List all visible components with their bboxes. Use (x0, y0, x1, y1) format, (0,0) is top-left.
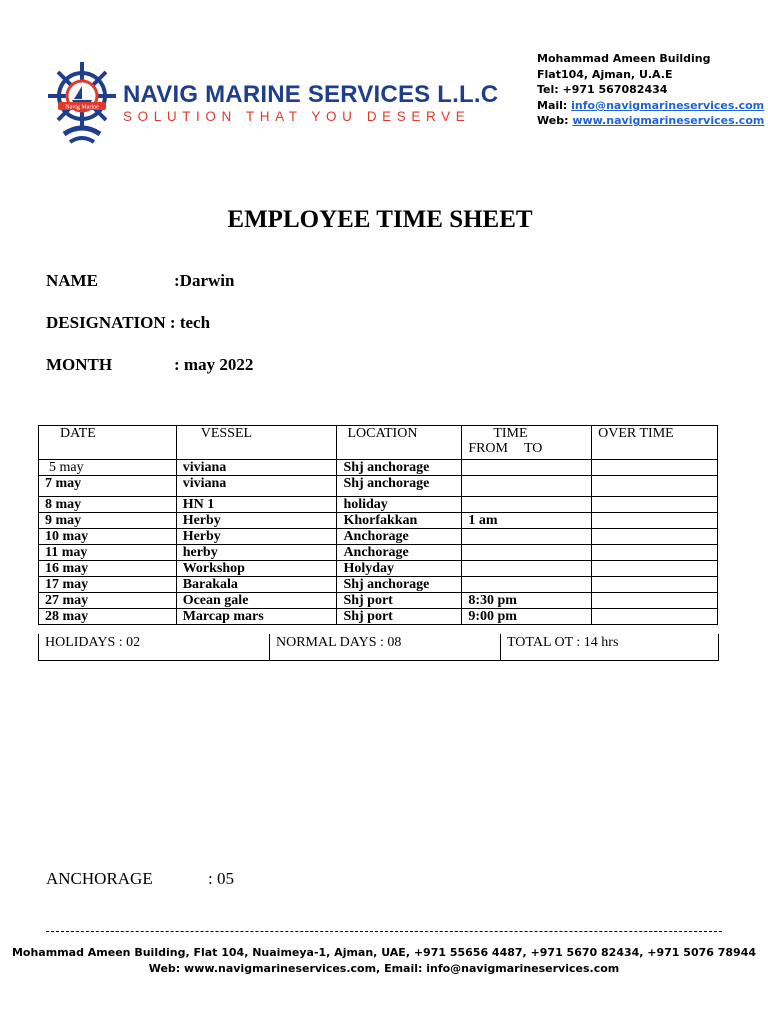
cell-overtime (592, 497, 718, 513)
header-date: DATE (39, 426, 177, 460)
cell-overtime (592, 593, 718, 609)
cell-location: Shj anchorage (337, 577, 462, 593)
footer-address: Mohammad Ameen Building, Flat 104, Nuaimeya-1, Ajman, UAE, +971 55656 4487, +971 5670 82434, +971 5076 78944 (11, 946, 757, 959)
anchorage-field (46, 869, 234, 889)
cell-vessel: Marcap mars (176, 609, 337, 625)
cell-time: 9:00 pm (462, 609, 592, 625)
header-vessel: VESSEL (176, 426, 337, 460)
table-row (39, 497, 718, 513)
table-row (39, 561, 718, 577)
cell-date: 27 may (39, 593, 177, 609)
timesheet-body (39, 460, 718, 625)
mail-label: Mail: (537, 98, 572, 112)
cell-location: Anchorage (337, 529, 462, 545)
cell-location: Shj anchorage (337, 476, 462, 497)
month-label: MONTH (46, 355, 113, 374)
mail-link[interactable]: info@navigmarineservices.com (571, 98, 765, 112)
cell-location: Holyday (337, 561, 462, 577)
cell-time (462, 460, 592, 476)
table-row (39, 476, 718, 497)
tel-label: Tel: (537, 83, 563, 97)
cell-vessel: Ocean gale (176, 593, 337, 609)
designation-label: DESIGNATION : (46, 313, 180, 332)
cell-time (462, 529, 592, 545)
cell-date: 16 may (39, 561, 177, 577)
cell-location: holiday (337, 497, 462, 513)
cell-vessel: viviana (176, 476, 337, 497)
header-to: TO (524, 441, 543, 456)
cell-overtime (592, 529, 718, 545)
company-name: NAVIG MARINE SERVICES L.L.C (123, 81, 499, 108)
page-footer (0, 945, 768, 977)
name-value: :Darwin (174, 271, 235, 290)
logo-banner-text: Navig Marine (65, 104, 99, 111)
table-row (39, 609, 718, 625)
designation-value: tech (179, 313, 211, 332)
cell-date: 5 may (39, 460, 177, 476)
table-row (39, 513, 718, 529)
cell-time (462, 577, 592, 593)
name-label: NAME (46, 271, 98, 290)
header-from: FROM (468, 441, 508, 456)
cell-date: 8 may (39, 497, 177, 513)
header-location: LOCATION (337, 426, 462, 460)
summary-holidays: HOLIDAYS : 02 (45, 635, 141, 650)
cell-vessel: herby (176, 545, 337, 561)
footer-web-email: Web: www.navigmarineservices.com, Email: info@navigmarineservices.com (148, 962, 620, 975)
cell-overtime (592, 545, 718, 561)
cell-date: 11 may (39, 545, 177, 561)
ship-wheel-logo-icon (44, 56, 120, 148)
cell-time (462, 476, 592, 497)
cell-time (462, 497, 592, 513)
cell-time: 1 am (462, 513, 592, 529)
cell-location: Shj port (337, 609, 462, 625)
cell-vessel: HN 1 (176, 497, 337, 513)
cell-time: 8:30 pm (462, 593, 592, 609)
cell-vessel: Herby (176, 513, 337, 529)
timesheet-summary (38, 634, 719, 661)
table-row (39, 593, 718, 609)
name-field (46, 271, 235, 291)
designation-field (46, 313, 210, 333)
contact-tel (537, 82, 764, 98)
cell-date: 9 may (39, 513, 177, 529)
web-link[interactable]: www.navigmarineservices.com (572, 114, 765, 128)
timesheet-table (38, 425, 718, 625)
company-logo (44, 50, 499, 150)
tel-value: +971 567082434 (562, 83, 668, 97)
cell-overtime (592, 476, 718, 497)
anchorage-value: : 05 (208, 869, 234, 888)
cell-date: 10 may (39, 529, 177, 545)
cell-location: Khorfakkan (337, 513, 462, 529)
cell-vessel: Herby (176, 529, 337, 545)
cell-overtime (592, 460, 718, 476)
table-row (39, 460, 718, 476)
footer-divider (46, 931, 722, 932)
cell-overtime (592, 609, 718, 625)
cell-location: Anchorage (337, 545, 462, 561)
table-row (39, 577, 718, 593)
header-from-to (468, 441, 591, 456)
summary-normal-days: NORMAL DAYS : 08 (269, 634, 401, 660)
company-tagline: SOLUTION THAT YOU DESERVE (123, 109, 471, 124)
contact-web (537, 113, 764, 129)
cell-vessel: viviana (176, 460, 337, 476)
web-label: Web: (537, 114, 573, 128)
cell-time (462, 545, 592, 561)
summary-total-ot: TOTAL OT : 14 hrs (500, 634, 618, 660)
table-header-row (39, 426, 718, 460)
cell-overtime (592, 513, 718, 529)
header-time-label: TIME (493, 426, 528, 441)
header-overtime: OVER TIME (592, 426, 718, 460)
cell-time (462, 561, 592, 577)
month-value: : may 2022 (174, 355, 254, 374)
anchorage-label: ANCHORAGE (46, 869, 153, 888)
month-field (46, 355, 254, 375)
cell-date: 17 may (39, 577, 177, 593)
table-row (39, 545, 718, 561)
header-contact-block (537, 51, 764, 129)
table-row (39, 529, 718, 545)
contact-building: Mohammad Ameen Building (537, 52, 711, 65)
cell-overtime (592, 561, 718, 577)
header-time (462, 426, 592, 460)
cell-location: Shj port (337, 593, 462, 609)
cell-vessel: Workshop (176, 561, 337, 577)
cell-vessel: Barakala (176, 577, 337, 593)
cell-date: 7 may (39, 476, 177, 497)
cell-overtime (592, 577, 718, 593)
cell-location: Shj anchorage (337, 460, 462, 476)
contact-flat: Flat104, Ajman, U.A.E (537, 67, 673, 81)
page-title: EMPLOYEE TIME SHEET (227, 206, 533, 233)
contact-mail (537, 98, 764, 114)
cell-date: 28 may (39, 609, 177, 625)
